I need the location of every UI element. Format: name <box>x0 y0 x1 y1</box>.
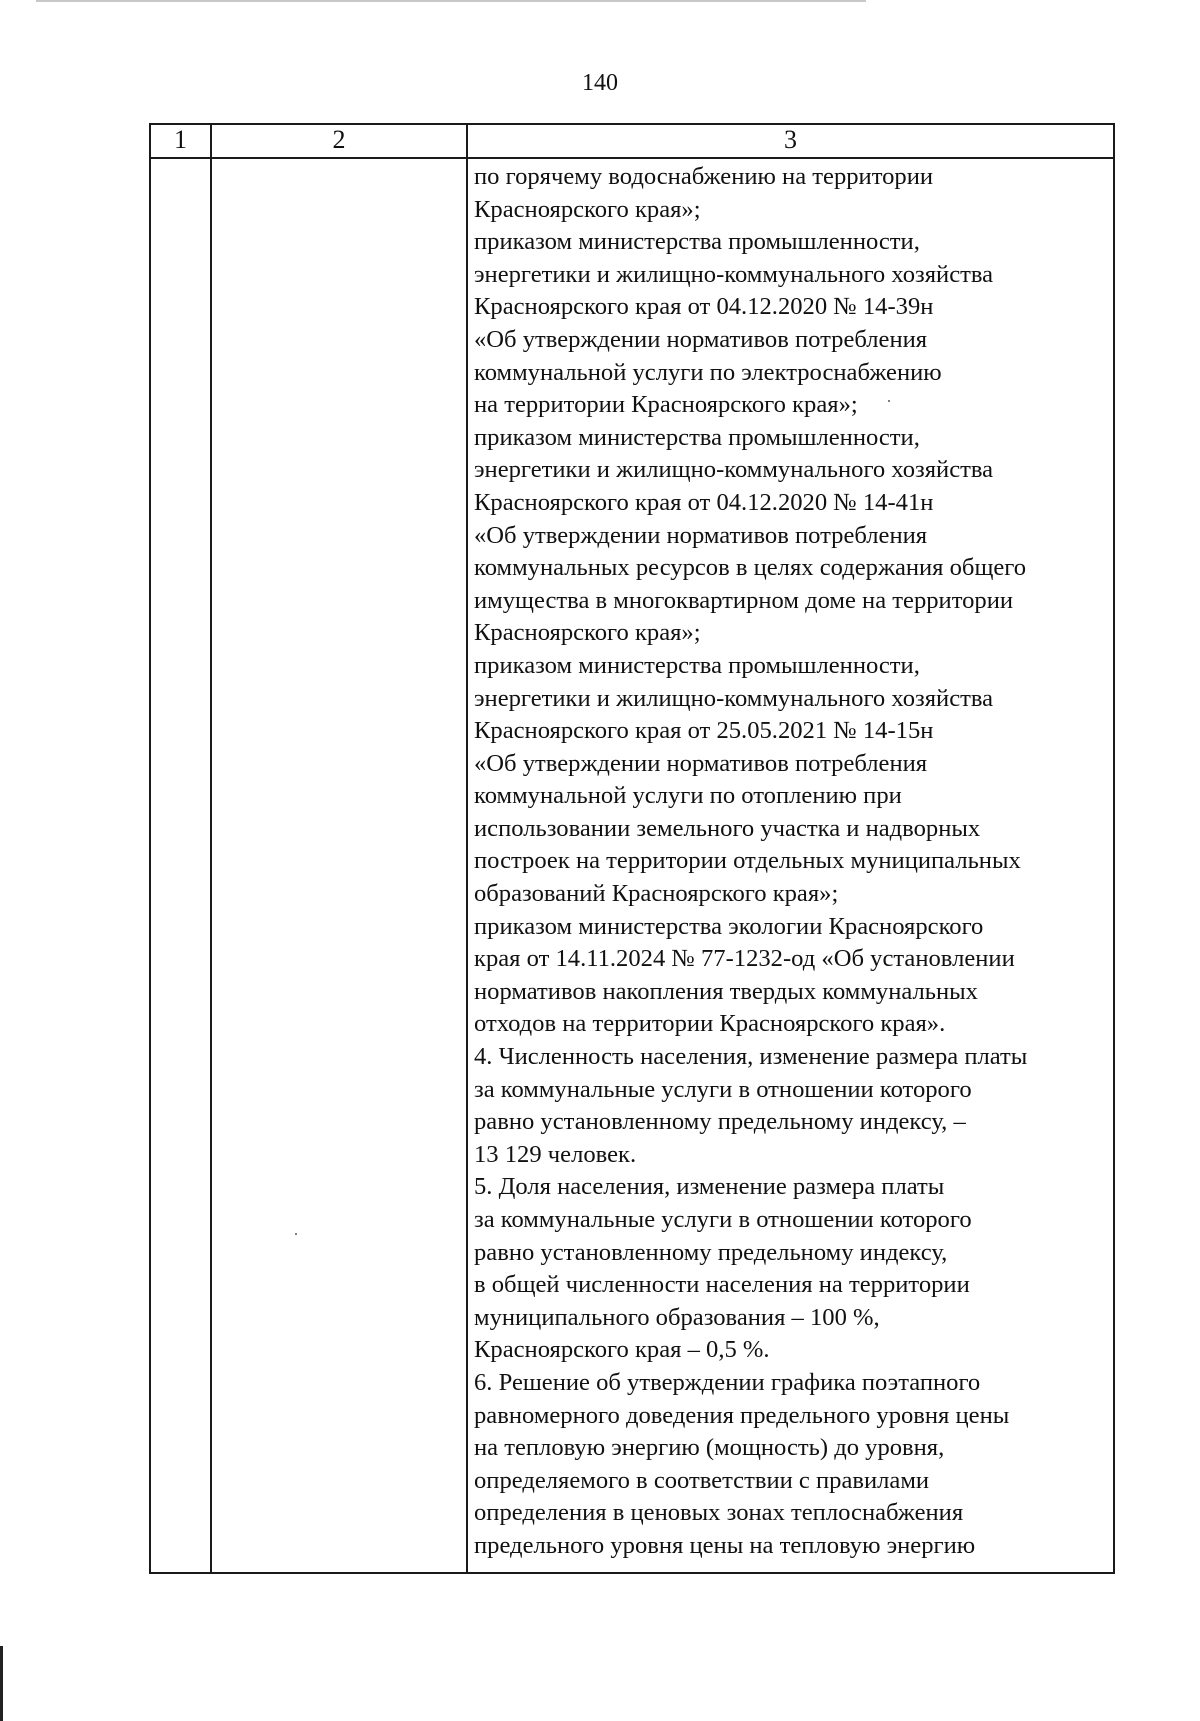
text-line: 4. Численность населения, изменение размера платы <box>474 1043 1028 1071</box>
text-line: «Об утверждении нормативов потребления <box>474 521 928 549</box>
text-line: Красноярского края от 04.12.2020 № 14-39н <box>474 293 934 321</box>
page-number: 140 <box>582 70 618 96</box>
text-line: приказом министерства промышленности, <box>474 651 920 679</box>
cell-column-3 <box>467 158 1114 1573</box>
document-table <box>149 123 1115 1574</box>
text-line: в общей численности населения на территории <box>474 1271 970 1299</box>
column-header-2: 2 <box>211 124 467 158</box>
scan-artifact-top-line <box>36 0 866 2</box>
text-line: равно установленному предельному индексу, – <box>474 1108 966 1136</box>
text-line: Красноярского края от 04.12.2020 № 14-41н <box>474 488 934 516</box>
text-line: коммунальных ресурсов в целях содержания общего <box>474 554 1027 582</box>
text-line: Красноярского края от 25.05.2021 № 14-15н <box>474 717 934 745</box>
column-header-3: 3 <box>467 124 1114 158</box>
text-line: за коммунальные услуги в отношении которого <box>474 1206 972 1233</box>
text-line: построек на территории отдельных муниципальных <box>474 847 1021 875</box>
text-line: «Об утверждении нормативов потребления <box>474 325 928 353</box>
cell-column-2 <box>211 158 467 1573</box>
text-line: Красноярского края»; <box>474 619 701 647</box>
column-3-text <box>468 159 1113 1563</box>
table-header-row <box>150 124 1114 158</box>
text-line: 6. Решение об утверждении графика поэтапного <box>474 1368 981 1396</box>
text-line: предельного уровня цены на тепловую энергию <box>474 1531 976 1559</box>
text-line: муниципального образования – 100 %, <box>474 1303 880 1331</box>
text-line: приказом министерства промышленности, <box>474 228 920 256</box>
scan-artifact-left-edge <box>0 1646 3 1721</box>
cell-column-1 <box>150 158 211 1573</box>
text-line: образований Красноярского края»; <box>474 880 839 908</box>
text-line: Красноярского края – 0,5 %. <box>474 1336 770 1364</box>
text-line: равно установленному предельному индексу, <box>474 1238 948 1266</box>
table-row <box>150 158 1114 1573</box>
text-line: энергетики и жилищно-коммунального хозяйства <box>474 684 994 712</box>
text-line: «Об утверждении нормативов потребления <box>474 749 928 777</box>
text-line: энергетики и жилищно-коммунального хозяйства <box>474 260 994 288</box>
text-line: по горячему водоснабжению на территории <box>474 163 934 190</box>
text-line: коммунальной услуги по электроснабжению <box>474 358 942 386</box>
text-line: нормативов накопления твердых коммунальных <box>474 977 978 1005</box>
text-line: имущества в многоквартирном доме на территории <box>474 586 1014 614</box>
text-line: энергетики и жилищно-коммунального хозяйства <box>474 456 994 484</box>
text-line: на территории Красноярского края»; <box>474 391 858 419</box>
text-line: равномерного доведения предельного уровня цены <box>474 1401 1010 1429</box>
text-line: Красноярского края»; <box>474 195 701 223</box>
text-line: за коммунальные услуги в отношении которого <box>474 1075 972 1103</box>
text-line: отходов на территории Красноярского края». <box>474 1010 946 1038</box>
text-line: 5. Доля населения, изменение размера платы <box>474 1173 945 1201</box>
text-line: края от 14.11.2024 № 77-1232-од «Об установлении <box>474 945 1015 973</box>
text-line: приказом министерства промышленности, <box>474 423 920 451</box>
text-line: коммунальной услуги по отоплению при <box>474 782 902 810</box>
text-line: определяемого в соответствии с правилами <box>474 1466 930 1494</box>
text-line: использовании земельного участка и надворных <box>474 814 981 842</box>
text-line: на тепловую энергию (мощность) до уровня, <box>474 1434 945 1462</box>
text-line: определения в ценовых зонах теплоснабжения <box>474 1499 964 1527</box>
column-header-1: 1 <box>150 124 211 158</box>
text-line: приказом министерства экологии Красноярского <box>474 912 984 940</box>
text-line: 13 129 человек. <box>474 1140 637 1168</box>
